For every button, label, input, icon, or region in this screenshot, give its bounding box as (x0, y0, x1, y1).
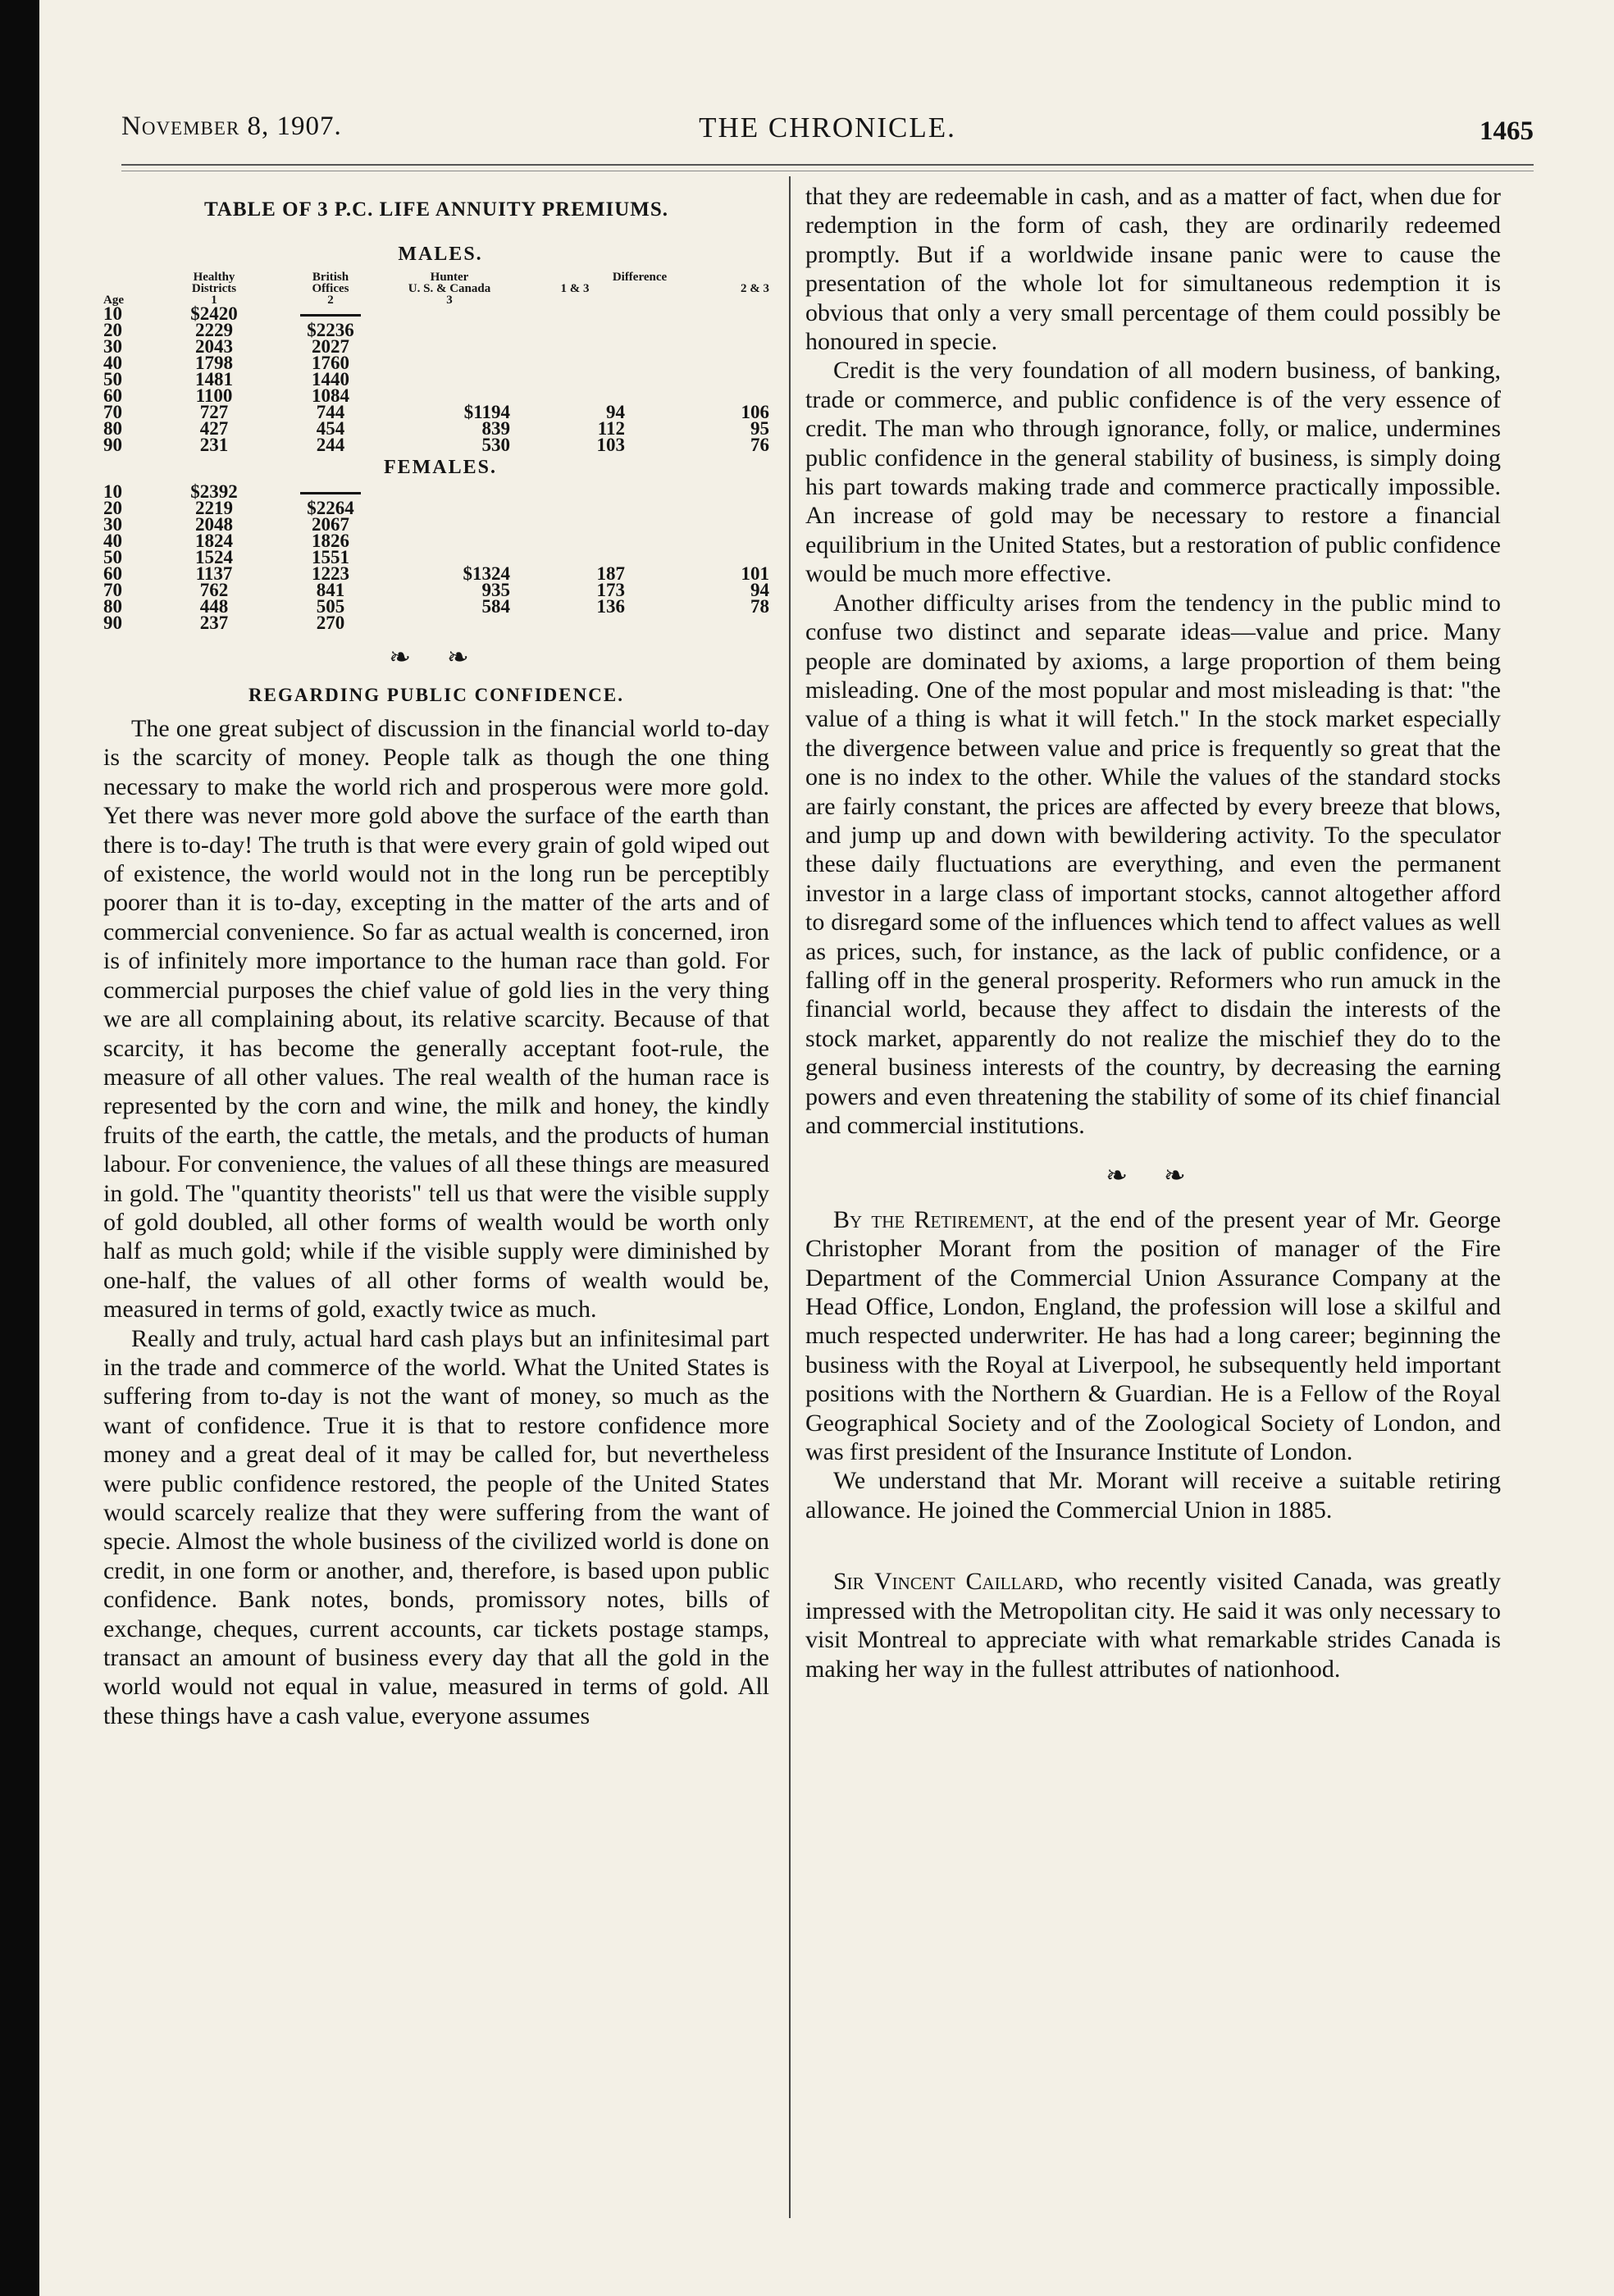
age-cell: 80 (103, 417, 122, 439)
healthy-cell: $2392 (190, 481, 238, 503)
article-paragraph: Another difficulty arises from the tendency in the public mind to confuse two distinct and separate ideas—value and price. Many people are dominated by axioms, a large proportion of them being misleading. One of the most popular and most misleading is that: "the value of a thing is what it will fetch." In the stock market especially the divergence between value and price is frequently so great that the one is no index to the other. While the values of the standard stocks are fairly constant, the prices are affected by every breeze that blows, and jump up and down with bewildering activity. To the speculator these daily fluctuations are everything, and even the permanent investor in a large class of important stocks, cannot altogether afford to disregard some of the influences which tend to affect values as well as prices, such, for instance, as the lack of public confidence, or a falling off in the general prosperity. Reformers who run amuck in the financial world, because they affect to disdain the interests of the stock market, apparently do not realize the mischief they do to the general business interests of the country, by decreasing the earning powers and even threatening the stability of some of its chief financial and commercial institutions. (805, 589, 1501, 1139)
page-header (121, 112, 1534, 157)
healthy-cell: 427 (199, 417, 229, 439)
healthy-cell: 2048 (195, 514, 233, 535)
header-rule (121, 164, 1534, 166)
page-number: 1465 (1480, 116, 1534, 146)
age-cell: 30 (103, 335, 122, 357)
age-cell: 10 (103, 303, 122, 324)
hunter-cell (389, 371, 510, 388)
table-row (103, 437, 769, 453)
age-cell: 50 (103, 547, 122, 568)
article-paragraph: Really and truly, actual hard cash plays but an infinitesimal part in the trade and commerce of the world. What the United States is suffering from to-day is not the want of money, so much as the want of confidence. True it is that to restore confidence more money and a great deal of it may be called for, but nevertheless were public confidence restored, the people of the United States would scarcely realize that they were suffering from the want of specie. Almost the whole business of the civilized world is done on credit, in one form or another, and, therefore, is based upon public confidence. Bank notes, bonds, promissory notes, bills of exchange, cheques, current accounts, car tickets postage stamps, transact an amount of business every day that all the gold in the world would not equal in value, measured in terms of gold. All these things have a cash value, everyone assumes (103, 1324, 769, 1729)
british-cell: $2236 (307, 319, 354, 340)
healthy-cell: 2043 (195, 335, 233, 357)
caillard-paragraph (805, 1567, 1501, 1683)
diff-13-cell (510, 484, 625, 500)
diff-13-cell: 94 (606, 401, 625, 422)
diff-13-cell (510, 322, 625, 339)
hunter-cell (389, 533, 510, 549)
diff-23-cell: 106 (741, 401, 769, 422)
hunter-cell (389, 355, 510, 371)
caillard-text: who recently visited Canada, was greatly impressed with the Metropolitan city. He said it was only necessary to visit Montreal to appreciate with what remarkable strides Canada is making her way in the fullest attributes of nationhood. (805, 1568, 1501, 1683)
retirement-allowance-paragraph: We understand that Mr. Morant will receive a suitable retiring allowance. He joined the Commercial Union in 1885. (805, 1467, 1501, 1524)
issue-date: November 8, 1907. (121, 112, 342, 141)
table-title: TABLE OF 3 P.C. LIFE ANNUITY PREMIUMS. (203, 198, 669, 221)
ornament-divider: ❧ ❧ (1106, 1160, 1201, 1191)
annuity-table (103, 271, 769, 453)
diff-23-cell (625, 339, 769, 355)
diff-13-cell (510, 615, 625, 631)
females-heading: FEMALES. (383, 456, 497, 478)
diff-13-cell (510, 500, 625, 517)
hunter-cell (389, 500, 510, 517)
diff-23-cell: 76 (750, 434, 769, 455)
diff-23-cell (625, 371, 769, 388)
healthy-cell: 1481 (195, 368, 233, 390)
retirement-text: at the end of the present year of Mr. George Christopher Morant from the position of manager of the Fire Department of the Commercial Union Assurance Company at the Head Office, London, England, the profession will lose a skilful and much respected underwriter. He has had a long career; beginning the business with the Royal at Liverpool, he subsequently held important positions with the Northern & Guardian. He is a Fellow of the Royal Geographical Society and of the Zoological Society of London, and was first president of the Insurance Institute of London. (805, 1205, 1502, 1466)
healthy-cell: 1137 (195, 563, 233, 585)
diff-13-cell: 112 (597, 417, 625, 439)
british-cell: 454 (316, 417, 345, 439)
diff-23-cell (625, 517, 769, 533)
hunter-cell (389, 322, 510, 339)
ornament-divider: ❧ ❧ (389, 642, 484, 672)
healthy-cell: 1524 (195, 547, 233, 568)
hunter-cell (389, 339, 510, 355)
british-cell: 841 (316, 580, 345, 601)
hunter-cell (389, 484, 510, 500)
british-cell: $2264 (307, 498, 354, 519)
article-paragraph: that they are redeemable in cash, and as a matter of fact, when due for redemption in the form of cash, they are ordinarily redeemed promptly. But if a worldwide insane panic were to cause the presentation of the whole lot for simultaneous redemption it is obvious that only a very small percentage of them could possibly be honoured in specie. (805, 183, 1501, 356)
healthy-cell: 231 (199, 434, 229, 455)
diff-13-cell (510, 355, 625, 371)
right-column (805, 182, 1501, 1683)
age-cell: 50 (103, 368, 122, 390)
british-cell: 1084 (312, 385, 349, 406)
british-cell: 270 (316, 613, 345, 634)
newspaper-page (39, 0, 1614, 2296)
british-cell: 1440 (312, 368, 349, 390)
col-difference: Difference 1 & 3 2 & 3 (560, 270, 769, 295)
diff-23-cell: 78 (750, 596, 769, 617)
diff-13-cell: 173 (596, 580, 625, 601)
dash-mark (300, 492, 361, 494)
british-cell: 505 (316, 596, 345, 617)
age-cell: 60 (103, 563, 122, 585)
british-cell: 2067 (312, 514, 349, 535)
age-cell: 20 (103, 319, 122, 340)
diff-23-cell (625, 500, 769, 517)
age-cell: 70 (103, 401, 122, 422)
age-cell: 20 (103, 498, 122, 519)
healthy-cell: 1100 (195, 385, 233, 406)
diff-23-cell (625, 355, 769, 371)
article-heading: REGARDING PUBLIC CONFIDENCE. (248, 684, 624, 705)
hunter-cell: 839 (481, 417, 510, 439)
diff-23-cell: 94 (750, 580, 769, 601)
british-cell: 244 (316, 434, 345, 455)
publication-title: THE CHRONICLE. (699, 112, 956, 144)
healthy-cell: 1824 (195, 531, 233, 552)
retirement-paragraph (805, 1205, 1501, 1467)
annuity-table-females (103, 481, 769, 634)
col-hunter: Hunter U. S. & Canada 3 (408, 270, 491, 307)
hunter-cell: $1324 (463, 563, 510, 585)
hunter-cell: $1194 (463, 401, 510, 422)
age-cell: 90 (103, 434, 122, 455)
healthy-cell: $2420 (190, 303, 238, 324)
age-cell: 90 (103, 613, 122, 634)
retirement-lead: By the Retirement, (833, 1205, 1034, 1233)
column-divider (789, 176, 791, 2218)
age-cell: 60 (103, 385, 122, 406)
diff-23-cell (625, 615, 769, 631)
col-healthy: Healthy Districts 1 (191, 270, 237, 307)
hunter-cell: 530 (481, 434, 510, 455)
hunter-cell: 935 (481, 580, 510, 601)
table-row (103, 615, 769, 631)
age-cell: 30 (103, 514, 122, 535)
british-cell: 2027 (312, 335, 349, 357)
british-cell: 744 (316, 401, 345, 422)
hunter-cell (389, 615, 510, 631)
diff-13-cell: 136 (596, 596, 625, 617)
diff-13-cell (510, 339, 625, 355)
british-cell: 1826 (312, 531, 349, 552)
british-cell: 1551 (312, 547, 349, 568)
hunter-cell: 584 (481, 596, 510, 617)
hunter-cell (389, 306, 510, 322)
article-paragraph: Credit is the very foundation of all modern business, of banking, trade or commerce, and public confidence is of the very essence of credit. The man who through ignorance, folly, or malice, undermines public confidence in the general stability of business, is simply doing his part towards making trade and commerce practically impossible. An increase of gold may be necessary to restore a financial equilibrium in the United States, but a restoration of public confidence would be much more effective. (805, 357, 1501, 588)
left-column (103, 182, 769, 1730)
diff-13-cell (510, 306, 625, 322)
males-rows (103, 303, 769, 455)
diff-13-cell: 103 (596, 434, 625, 455)
diff-13-cell: 187 (596, 563, 625, 585)
diff-23-cell (625, 533, 769, 549)
healthy-cell: 2219 (195, 498, 233, 519)
diff-13-cell (510, 533, 625, 549)
diff-23-cell (625, 322, 769, 339)
age-cell: 10 (103, 481, 122, 503)
col-british: British Offices 2 (312, 270, 349, 307)
caillard-lead: Sir Vincent Caillard, (833, 1568, 1065, 1596)
age-cell: 40 (103, 352, 122, 373)
females-rows (103, 481, 769, 634)
diff-23-cell (625, 484, 769, 500)
diff-13-cell (510, 517, 625, 533)
diff-23-cell (625, 306, 769, 322)
diff-13-cell (510, 371, 625, 388)
healthy-cell: 762 (199, 580, 229, 601)
british-cell: 1223 (312, 563, 349, 585)
diff-23-cell: 95 (750, 417, 769, 439)
age-cell: 80 (103, 596, 122, 617)
age-cell: 40 (103, 531, 122, 552)
dash-mark (300, 314, 361, 317)
healthy-cell: 727 (199, 401, 229, 422)
article-paragraph: The one great subject of discussion in the financial world to-day is the scarcity of money. People talk as though the one thing necessary to make the world rich and prosperous were more gold. Yet there was never more gold above the surface of the earth than there is to-day! The truth is that were every grain of gold wiped out of existence, the world would not in the long run be perceptibly poorer than it is to-day, excepting in the matter of the arts and of commercial convenience. So far as actual wealth is concerned, iron is of infinitely more importance to the human race than gold. For commercial purposes the chief value of gold lies in the very thing we are all complaining about, its relative scarcity. Because of that scarcity, it has become the generally acceptant foot-rule, the measure of all other values. The real wealth of the human race is represented by the corn and wine, the milk and honey, the kindly fruits of the earth, the cattle, the metals, and the products of human labour. For convenience, the values of all these things are measured in gold. The "quantity theorists" tell us that were the visible supply of gold doubled, all other forms of wealth would be worth only half as much gold; while if the visible supply were diminished by one-half, the values of all other forms of wealth would be, measured in terms of gold, exactly twice as much. (103, 715, 769, 1323)
age-cell: 70 (103, 580, 122, 601)
males-heading: MALES. (398, 244, 483, 266)
healthy-cell: 448 (199, 596, 229, 617)
british-cell: 1760 (312, 352, 349, 373)
col-age: Age (103, 293, 124, 307)
healthy-cell: 2229 (195, 319, 233, 340)
healthy-cell: 1798 (195, 352, 233, 373)
table-header-row (103, 271, 769, 306)
diff-23-cell: 101 (741, 563, 769, 585)
hunter-cell (389, 517, 510, 533)
healthy-cell: 237 (199, 613, 229, 634)
